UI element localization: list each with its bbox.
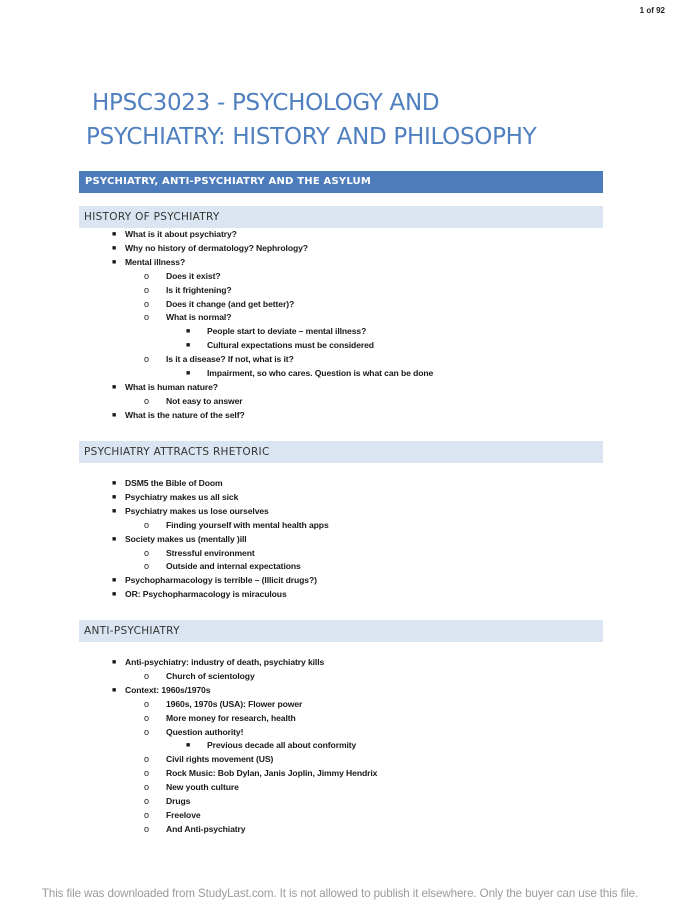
list-item <box>112 712 377 726</box>
square-bullet-icon: ■ <box>186 742 191 750</box>
list-item <box>112 684 377 698</box>
square-bullet-icon: ■ <box>112 244 117 252</box>
hollow-bullet-icon: o <box>144 698 149 709</box>
list-item-text: Rock Music: Bob Dylan, Janis Joplin, Jimmy Hendrix <box>166 768 378 779</box>
square-bullet-icon: ■ <box>112 383 117 391</box>
list-item <box>112 395 433 409</box>
list-item <box>112 270 433 284</box>
list-item-text: Psychiatry makes us all sick <box>125 491 239 502</box>
list-item <box>112 588 329 602</box>
list-item-text: Society makes us (mentally )ill <box>125 533 247 544</box>
list-item <box>112 560 329 574</box>
list-item <box>112 670 377 684</box>
list-item-text: Outside and internal expectations <box>166 561 301 572</box>
list-item <box>112 325 433 339</box>
hollow-bullet-icon: o <box>144 712 149 723</box>
list-item <box>112 753 377 767</box>
list-item-text: Drugs <box>166 796 191 807</box>
list-item-text: Does it change (and get better)? <box>166 298 295 309</box>
list-item <box>112 298 433 312</box>
list-item-text: Does it exist? <box>166 270 221 281</box>
title-line-1: HPSC3023 - PSYCHOLOGY AND <box>92 90 440 116</box>
list-item <box>112 505 329 519</box>
list-item-text: What is human nature? <box>125 381 218 392</box>
list-item <box>112 767 377 781</box>
list-item-text: Is it a disease? If not, what is it? <box>166 354 294 365</box>
page-indicator: 1 of 92 <box>639 6 665 15</box>
list-item <box>112 547 329 561</box>
list-item-text: And Anti-psychiatry <box>166 823 246 834</box>
list-item <box>112 339 433 353</box>
square-bullet-icon: ■ <box>186 342 191 350</box>
list-item-text: Cultural expectations must be considered <box>207 340 374 351</box>
list-item-text: Context: 1960s/1970s <box>125 684 211 695</box>
list-item-text: Psychiatry makes us lose ourselves <box>125 505 269 516</box>
list-item-text: Finding yourself with mental health apps <box>166 519 329 530</box>
list-item <box>112 353 433 367</box>
list-item-text: Stressful environment <box>166 547 255 558</box>
list-item <box>112 477 329 491</box>
list-item-text: Anti-psychiatry: industry of death, psychiatry kills <box>125 657 325 667</box>
hollow-bullet-icon: o <box>144 354 149 365</box>
hollow-bullet-icon: o <box>144 823 149 834</box>
list-item-text: Previous decade all about conformity <box>207 740 357 751</box>
list-item-text: OR: Psychopharmacology is miraculous <box>125 589 287 600</box>
square-bullet-icon: ■ <box>112 493 117 501</box>
square-bullet-icon: ■ <box>112 258 117 266</box>
list-item-text: Civil rights movement (US) <box>166 754 274 765</box>
hollow-bullet-icon: o <box>144 670 149 681</box>
list-item <box>112 781 377 795</box>
list-item <box>112 367 433 381</box>
list-item-text: Why no history of dermatology? Nephrology? <box>125 242 308 253</box>
hollow-bullet-icon: o <box>144 768 149 779</box>
square-bullet-icon: ■ <box>112 480 117 487</box>
list-item-text: Not easy to answer <box>166 395 243 406</box>
hollow-bullet-icon: o <box>144 809 149 820</box>
list-anti-psychiatry <box>112 656 377 837</box>
list-item-text: DSM5 the Bible of Doom <box>125 478 223 488</box>
list-item <box>112 739 377 753</box>
list-item <box>112 656 377 670</box>
list-item-text: Impairment, so who cares. Question is what can be done <box>207 368 434 379</box>
list-psychiatry-attracts-rhetoric <box>112 477 329 602</box>
hollow-bullet-icon: o <box>144 395 149 406</box>
hollow-bullet-icon: o <box>144 312 149 323</box>
list-item-text: New youth culture <box>166 782 239 793</box>
square-bullet-icon: ■ <box>186 370 191 378</box>
square-bullet-icon: ■ <box>112 535 117 543</box>
list-item-text: 1960s, 1970s (USA): Flower power <box>166 698 303 709</box>
list-item <box>112 823 377 837</box>
list-item <box>112 311 433 325</box>
download-notice-footer: This file was downloaded from StudyLast.com. It is not allowed to publish it elsewhere. Only the buyer can use this file. <box>41 887 639 900</box>
list-history-of-psychiatry <box>112 228 433 423</box>
list-item <box>112 242 433 256</box>
square-bullet-icon: ■ <box>112 411 117 419</box>
list-item-text: What is it about psychiatry? <box>125 229 237 239</box>
square-bullet-icon: ■ <box>112 686 117 694</box>
list-item <box>112 256 433 270</box>
list-item-text: Is it frightening? <box>166 284 232 295</box>
list-item-text: People start to deviate – mental illness? <box>207 326 367 337</box>
hollow-bullet-icon: o <box>144 782 149 793</box>
list-item-text: Psychopharmacology is terrible – (Illicit drugs?) <box>125 575 317 586</box>
subheading-psychiatry-attracts-rhetoric: PSYCHIATRY ATTRACTS RHETORIC <box>79 441 603 463</box>
list-item-text: Freelove <box>166 809 201 820</box>
list-item-text: More money for research, health <box>166 712 296 723</box>
hollow-bullet-icon: o <box>144 754 149 765</box>
list-item <box>112 574 329 588</box>
list-item <box>112 726 377 740</box>
hollow-bullet-icon: o <box>144 726 149 737</box>
square-bullet-icon: ■ <box>112 577 117 585</box>
list-item-text: What is normal? <box>166 312 232 323</box>
square-bullet-icon: ■ <box>112 507 117 515</box>
square-bullet-icon: ■ <box>186 328 191 336</box>
list-item <box>112 381 433 395</box>
subheading-anti-psychiatry: ANTI-PSYCHIATRY <box>79 620 603 642</box>
list-item <box>112 491 329 505</box>
list-item <box>112 409 433 423</box>
square-bullet-icon: ■ <box>112 231 117 238</box>
list-item <box>112 284 433 298</box>
title-line-2: PSYCHIATRY: HISTORY AND PHILOSOPHY <box>86 124 537 150</box>
list-item <box>112 228 433 242</box>
hollow-bullet-icon: o <box>144 561 149 572</box>
hollow-bullet-icon: o <box>144 270 149 281</box>
hollow-bullet-icon: o <box>144 519 149 530</box>
document-title <box>86 86 646 154</box>
hollow-bullet-icon: o <box>144 796 149 807</box>
list-item <box>112 533 329 547</box>
list-item-text: Church of scientology <box>166 670 255 681</box>
hollow-bullet-icon: o <box>144 298 149 309</box>
list-item-text: Question authority! <box>166 726 244 737</box>
square-bullet-icon: ■ <box>112 591 117 599</box>
list-item <box>112 519 329 533</box>
hollow-bullet-icon: o <box>144 284 149 295</box>
list-item <box>112 698 377 712</box>
subheading-history-of-psychiatry: HISTORY OF PSYCHIATRY <box>79 206 603 228</box>
square-bullet-icon: ■ <box>112 659 117 666</box>
list-item-text: What is the nature of the self? <box>125 409 245 420</box>
hollow-bullet-icon: o <box>144 547 149 558</box>
list-item <box>112 809 377 823</box>
list-item-text: Mental illness? <box>125 256 186 267</box>
section-header: PSYCHIATRY, ANTI-PSYCHIATRY AND THE ASYLUM <box>79 171 603 193</box>
list-item <box>112 795 377 809</box>
